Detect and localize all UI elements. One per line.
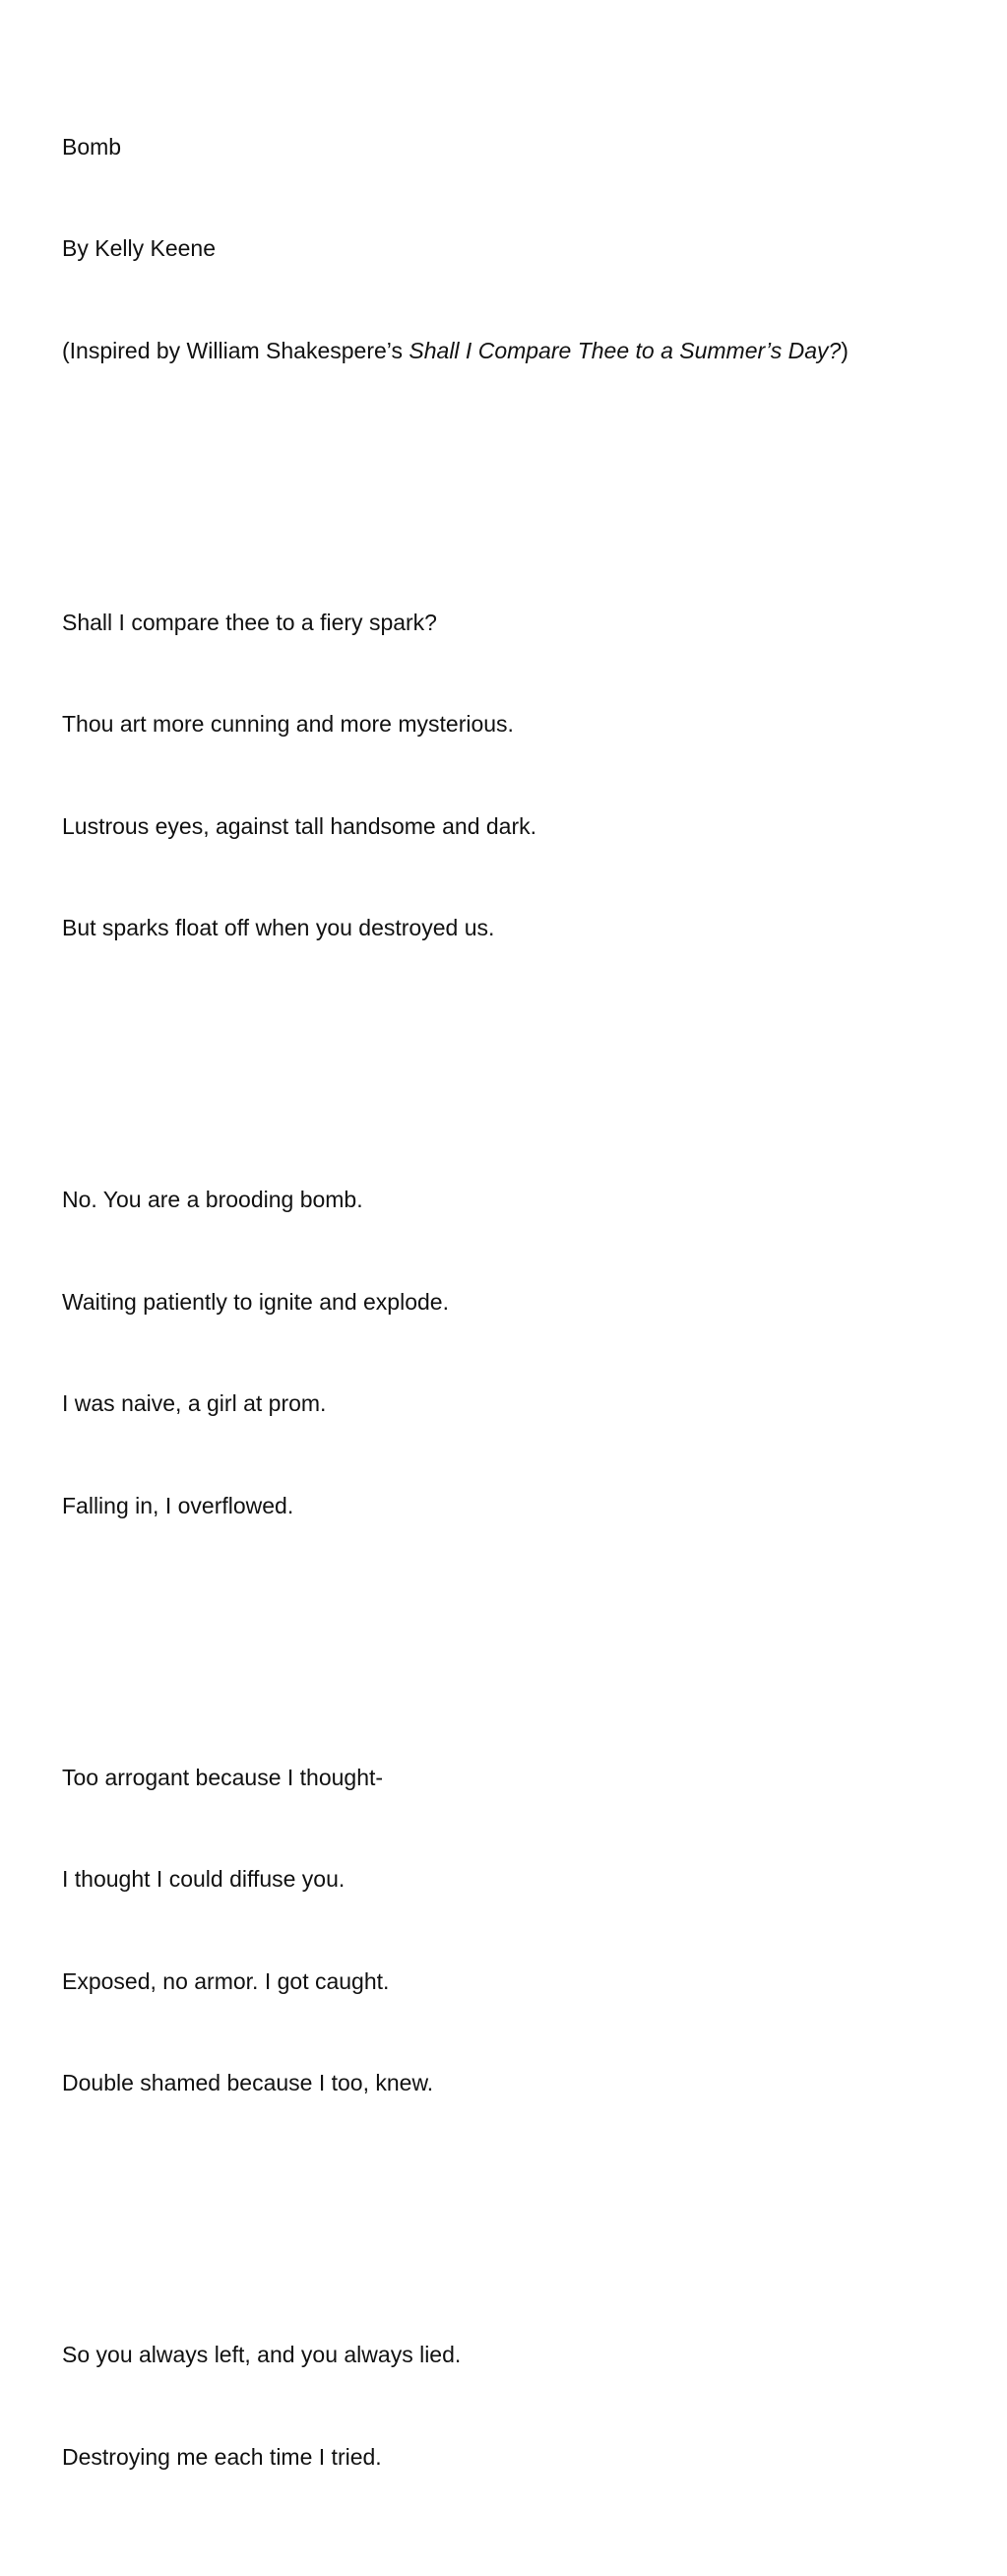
inspiration-work-title: Shall I Compare Thee to a Summer’s Day? <box>409 337 842 363</box>
spacer-line <box>62 1625 968 1659</box>
poem-byline: By Kelly Keene <box>62 235 216 261</box>
spacer-line <box>62 1047 968 1081</box>
poem-inspiration <box>62 334 968 368</box>
inspiration-prefix: (Inspired by William Shakespere’s <box>62 337 409 363</box>
stanza-2-line-3: I was naive, a girl at prom. <box>62 1390 327 1416</box>
poem-title: Bomb <box>62 133 122 160</box>
stanza-1-line-4: But sparks float off when you destroyed us. <box>62 915 495 940</box>
stanza-3-line-2: I thought I could diffuse you. <box>62 1866 346 1892</box>
inspiration-suffix: ) <box>841 337 849 363</box>
spacer-line <box>62 470 968 504</box>
poem-body <box>62 28 968 2576</box>
stanza-1-line-1: Shall I compare thee to a fiery spark? <box>62 609 437 635</box>
stanza-3-line-4: Double shamed because I too, knew. <box>62 2070 434 2095</box>
stanza-3-line-1: Too arrogant because I thought- <box>62 1764 384 1790</box>
stanza-2-line-1: No. You are a brooding bomb. <box>62 1187 363 1212</box>
stanza-2-line-4: Falling in, I overflowed. <box>62 1492 294 1518</box>
stanza-1-line-2: Thou art more cunning and more mysterious. <box>62 711 514 737</box>
stanza-2-line-2: Waiting patiently to ignite and explode. <box>62 1288 449 1315</box>
stanza-4-line-2: Destroying me each time I tried. <box>62 2443 382 2470</box>
stanza-3-line-3: Exposed, no armor. I got caught. <box>62 1967 390 1994</box>
stanza-1-line-3: Lustrous eyes, against tall handsome and dark. <box>62 812 537 839</box>
stanza-4-line-1: So you always left, and you always lied. <box>62 2342 462 2367</box>
spacer-line <box>62 2202 968 2236</box>
